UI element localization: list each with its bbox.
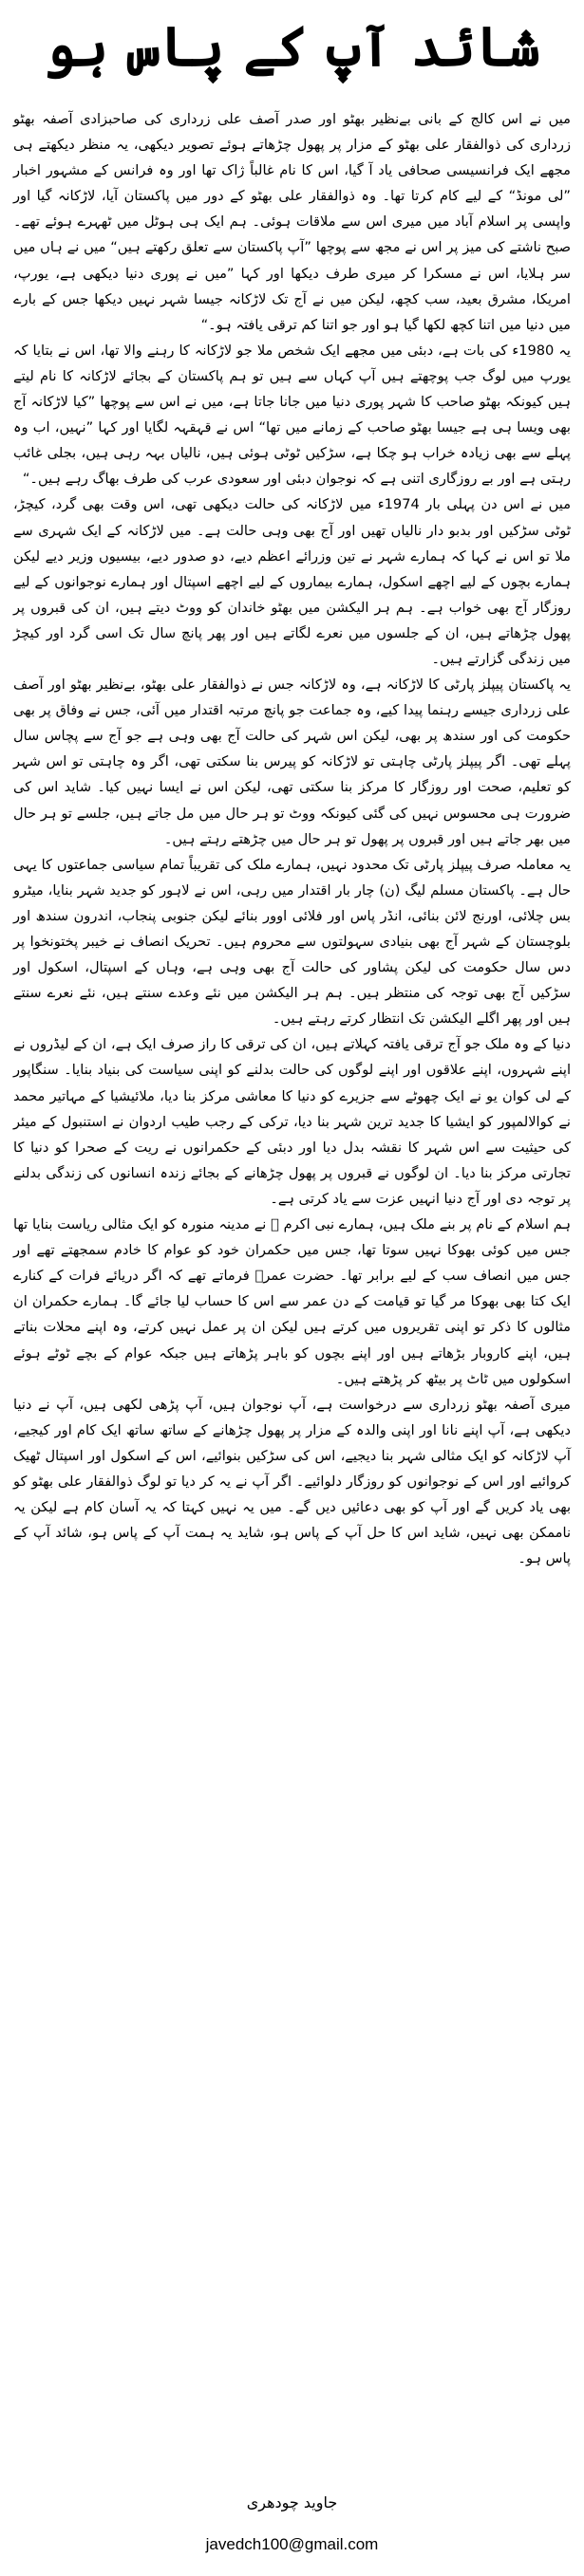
column-headline: شائد آپ کے پاس ہو (44, 14, 540, 79)
column-paragraph: یہ 1980ء کی بات ہے، دبئی میں مجھے ایک شخص ملا جو لاڑکانہ کا رہنے والا تھا، اس نے بتایا کہ یورپ میں لوگ جب پوچھتے ہیں آپ کہاں سے ہیں تو ہم پاکستان کے بجائے لاڑکانہ کا نام لیتے ہیں کیونکہ بھٹو صاحب کا شہر پوری دنیا میں جانا جاتا ہے، میں نے اس سے پوچھا ”کیا لاڑکانہ آج بھی ویسا ہی ہے جیسا بھٹو صاحب کے زمانے میں تھا“ اس نے قہقہہ لگایا اور کہا ”نہیں، اب وہ پہلے سے بھی زیادہ خراب ہو چکا ہے، سڑکیں ٹوٹی ہوئی ہیں، نالیاں بہہ رہی ہیں، بجلی غائب رہتی ہے اور بے روزگاری اتنی ہے کہ نوجوان دبئی اور سعودی عرب کی طرف بھاگ رہے ہیں۔“ (13, 342, 571, 488)
column-paragraph: ہم اسلام کے نام پر بنے ملک ہیں، ہمارے نبی اکرم ﷺ نے مدینہ منورہ کو ایک مثالی ریاست بنایا تھا جس میں کوئی بھوکا نہیں سوتا تھا، جس میں حکمران خود کو عوام کا خادم سمجھتے تھے اور جس میں انصاف سب کے لیے برابر تھا۔ حضرت عمرؓ فرماتے تھے کہ اگر دریائے فرات کے کنارے ایک کتا بھی بھوکا مر گیا تو قیامت کے دن عمر سے اس کا حساب لیا جائے گا۔ ہمارے حکمران ان مثالوں کا ذکر تو اپنی تقریروں میں کرتے ہیں لیکن ان پر عمل نہیں کرتے، وہ اپنے محلات بناتے ہیں، اپنے کاروبار بڑھاتے ہیں اور اپنے بچوں کو باہر پڑھاتے ہیں جبکہ عوام کے بچے ٹوٹے ہوئے اسکولوں میں ٹاٹ پر بیٹھ کر پڑھتے ہیں۔ (13, 1216, 571, 1387)
column-body (13, 106, 571, 1571)
author-email[interactable]: javedch100@gmail.com (205, 2535, 379, 2553)
column-paragraph: دنیا کے وہ ملک جو آج ترقی یافتہ کہلاتے ہیں، ان کی ترقی کا راز صرف ایک ہے، ان کے لیڈروں نے اپنے شہروں، اپنے علاقوں اور اپنے لوگوں کی حالت بدلنے کو اپنی سیاست کی بنیاد بنایا۔ سنگاپور کے لی کوان یو نے ایک چھوٹے سے جزیرے کو دنیا کا معاشی مرکز بنا دیا، ملائیشیا کے مہاتیر محمد نے کوالالمپور کو ایشیا کا جدید ترین شہر بنا دیا، ترکی کے رجب طیب اردوان نے استنبول کے میئر کی حیثیت سے اس شہر کا نقشہ بدل دیا اور دبئی کے حکمرانوں نے ریت کے صحرا کو دنیا کا تجارتی مرکز بنا دیا۔ ان لوگوں نے قبروں پر پھول چڑھانے کے بجائے زندہ انسانوں کی زندگی بدلنے پر توجہ دی اور آج دنیا انہیں عزت سے یاد کرتی ہے۔ (13, 1036, 571, 1207)
author-name: جاوید چودھری (246, 2493, 338, 2511)
column-paragraph: میں نے اس دن پہلی بار 1974ء میں لاڑکانہ کی حالت دیکھی تھی، اس وقت بھی گرد، کیچڑ، ٹوٹی سڑکیں اور بدبو دار نالیاں تھیں اور آج بھی وہی حالت ہے۔ میں لاڑکانہ کے ایک شہری سے ملا تو اس نے کہا کہ ہمارے شہر نے تین وزرائے اعظم دیے، دو صدور دیے، بیسیوں وزیر دیے لیکن ہمارے بچوں کے لیے اچھے اسکول، ہمارے بیماروں کے لیے اچھے اسپتال اور ہمارے نوجوانوں کے لیے روزگار آج بھی خواب ہے۔ ہم ہر الیکشن میں بھٹو خاندان کو ووٹ دیتے ہیں، ان کی قبروں پر پھول چڑھاتے ہیں، ان کے جلسوں میں نعرے لگاتے ہیں اور پھر پانچ سال تک اسی گرد اور کیچڑ میں زندگی گزارتے ہیں۔ (13, 496, 572, 667)
headline-area (0, 6, 584, 87)
column-paragraph: میری آصفہ بھٹو زرداری سے درخواست ہے، آپ نوجوان ہیں، آپ پڑھی لکھی ہیں، آپ نے دنیا دیکھی ہے، آپ اپنے نانا اور اپنی والدہ کے مزار پر پھول چڑھانے کے ساتھ ساتھ ایک کام اور کیجیے، آپ لاڑکانہ کو ایک مثالی شہر بنا دیجیے، اس کی سڑکیں بنوائیے، اس کے اسکول اور اسپتال ٹھیک کروائیے اور اس کے نوجوانوں کو روزگار دلوائیے۔ اگر آپ نے یہ کر دیا تو لوگ ذوالفقار علی بھٹو کو بھی یاد کریں گے اور آپ کو بھی دعائیں دیں گے۔ میں یہ نہیں کہتا کہ یہ آسان کام ہے لیکن یہ ناممکن بھی نہیں، شاید اس کا حل آپ کے پاس ہو، شاید یہ ہمت آپ کے پاس ہو، شائد آپ کے پاس ہو۔ (13, 1396, 571, 1567)
column-paragraph: میں نے اس کالج کے بانی بےنظیر بھٹو اور صدر آصف علی زرداری کی صاحبزادی آصفہ بھٹو زرداری کی ذوالفقار علی بھٹو کے مزار پر پھول چڑھاتے ہوئے تصویر دیکھی، یہ منظر دیکھتے ہی مجھے ایک فرانسیسی صحافی یاد آ گیا، اس کا نام غالباً ژاک تھا اور وہ فرانس کے مشہور اخبار ”لی مونڈ“ کے لیے کام کرتا تھا۔ وہ ذوالفقار علی بھٹو کے دور میں پاکستان آیا، لاڑکانہ گیا اور واپسی پر اسلام آباد میں میری اس سے ملاقات ہوئی۔ ہم ایک ہی ہوٹل میں ٹھہرے ہوئے تھے۔ صبح ناشتے کی میز پر اس نے مجھ سے پوچھا ”آپ پاکستان سے تعلق رکھتے ہیں“ میں نے ہاں میں سر ہلایا، اس نے مسکرا کر میری طرف دیکھا اور کہا ”میں نے پوری دنیا دیکھی ہے، یورپ، امریکا، مشرق بعید، سب کچھ، لیکن میں نے آج تک لاڑکانہ جیسا شہر نہیں دیکھا جس کے بارے میں دنیا میں اتنا کچھ لکھا گیا ہو اور جو اتنا کم ترقی یافتہ ہو۔“ (13, 111, 571, 333)
column-paragraph: یہ معاملہ صرف پیپلز پارٹی تک محدود نہیں، ہمارے ملک کی تقریباً تمام سیاسی جماعتوں کا یہی حال ہے۔ پاکستان مسلم لیگ (ن) چار بار اقتدار میں رہی، اس نے لاہور کو جدید شہر بنایا، میٹرو بس چلائی، اورنج لائن بنائی، انڈر پاس اور فلائی اوور بنائے لیکن جنوبی پنجاب، اندرون سندھ اور بلوچستان کے شہر آج بھی بنیادی سہولتوں سے محروم ہیں۔ تحریک انصاف نے خیبر پختونخوا پر دس سال حکومت کی لیکن پشاور کی حالت آج بھی وہی ہے، وہاں کے اسپتال، اسکول اور سڑکیں آج بھی توجہ کی منتظر ہیں۔ ہم ہر الیکشن میں نئے وعدے سنتے ہیں، نئے نعرے سنتے ہیں اور پھر اگلے الیکشن تک انتظار کرتے رہتے ہیں۔ (13, 856, 571, 1028)
column-paragraph: یہ پاکستان پیپلز پارٹی کا لاڑکانہ ہے، وہ لاڑکانہ جس نے ذوالفقار علی بھٹو، بےنظیر بھٹو اور آصف علی زرداری جیسے رہنما پیدا کیے، وہ جماعت جو پانچ مرتبہ اقتدار میں آئی، جس نے وفاق پر بھی حکومت کی اور سندھ پر بھی، لیکن اس شہر کی حالت آج بھی وہی ہے جو آج سے پچاس سال پہلے تھی۔ اگر پیپلز پارٹی چاہتی تو لاڑکانہ کو پیرس بنا سکتی تھی، اگر وہ چاہتی تو اس شہر کو تعلیم، صحت اور روزگار کا مرکز بنا سکتی تھی، لیکن اس نے ایسا نہیں کیا۔ شاید اس کی ضرورت ہی محسوس نہیں کی گئی کیونکہ ووٹ تو ہر حال میں مل جاتے ہیں، جلسے تو ہر حال میں بھر جاتے ہیں اور قبروں پر پھول تو ہر حال میں چڑھتے رہتے ہیں۔ (13, 676, 571, 847)
